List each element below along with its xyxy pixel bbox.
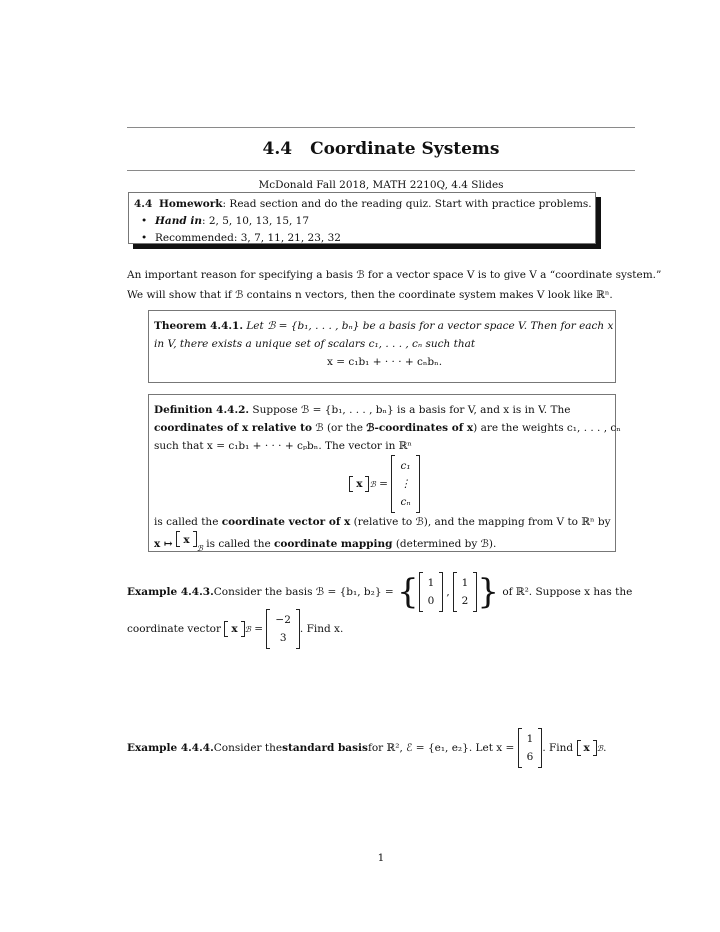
example-4-4-3-line-2 xyxy=(127,609,343,649)
intro-line-1: An important reason for specifying a basis ℬ for a vector space V is to give V a “coordinate system.” xyxy=(127,269,662,281)
bullet-icon: • xyxy=(141,232,148,244)
example3-text-a: Consider the basis ℬ = {b₁, b₂} = xyxy=(213,586,394,598)
homework-line xyxy=(134,196,595,213)
def-line5-end: (determined by ℬ). xyxy=(392,538,497,550)
example3-label: Example 4.4.3. xyxy=(127,586,214,598)
coord-vector-symbol xyxy=(349,476,369,492)
c-vector-matrix xyxy=(391,455,420,513)
intro-line-2: We will show that if ℬ contains n vectors, then the coordinate system makes V look like ℝⁿ. xyxy=(127,289,613,301)
homework-text: : Read section and do the reading quiz. Start with practice problems. xyxy=(222,198,592,210)
coord-entry-1: −2 xyxy=(275,614,291,626)
definition-line-5 xyxy=(154,531,615,553)
bullet-icon: • xyxy=(141,215,148,227)
coord-sub-ex4: ℬ xyxy=(596,743,604,753)
b1-entry-2: 0 xyxy=(427,595,435,607)
coord-sub-ex3: ℬ xyxy=(244,624,251,634)
x-matrix-ex4 xyxy=(518,728,543,768)
example3-text-d: . Find x. xyxy=(299,623,344,635)
def-bold-coordinate-vector: coordinate vector of x xyxy=(221,516,351,528)
definition-line-3: such that x = c₁b₁ + · · · + cₚbₙ. The vector in ℝⁿ xyxy=(154,440,412,452)
example3-text-c: coordinate vector xyxy=(127,623,222,635)
section-number: 4.4 xyxy=(262,139,293,159)
def-line4-a: is called the xyxy=(154,516,222,528)
hand-in-item xyxy=(134,213,595,230)
def-bold-b-coordinates: ℬ-coordinates of x xyxy=(366,422,474,434)
comma: , xyxy=(446,586,450,598)
example4-label: Example 4.4.4. xyxy=(127,742,214,754)
homework-label: Homework xyxy=(158,198,223,210)
theorem-text-1: Let ℬ = {b₁, . . . , bₙ} be a basis for a vector space V. Then for each x xyxy=(243,320,614,332)
c-entry-n: cₙ xyxy=(400,496,411,508)
example-4-4-3-line-1 xyxy=(127,570,632,614)
theorem-text-2: in V, there exists a unique set of scalars c₁, . . . , cₙ such that xyxy=(154,338,476,350)
right-brace: } xyxy=(477,572,499,612)
definition-box xyxy=(148,394,621,553)
coord-entry-2: 3 xyxy=(279,632,287,644)
coord-vector-symbol-ex3 xyxy=(224,621,244,637)
coord-vector-symbol-ex4 xyxy=(577,740,597,756)
x-entry-1: 1 xyxy=(526,733,534,745)
b1-entry-1: 1 xyxy=(427,577,435,589)
example4-text-a: Consider the xyxy=(213,742,283,754)
b2-entry-1: 1 xyxy=(461,577,469,589)
page-number: 1 xyxy=(377,852,385,864)
homework-number: 4.4 xyxy=(134,198,153,210)
b2-entry-2: 2 xyxy=(461,595,469,607)
def-line4-end: (relative to ℬ), and the mapping from V to ℝⁿ by xyxy=(350,516,611,528)
example4-text-d: . xyxy=(603,742,607,754)
coord-var-inline: x xyxy=(183,534,190,546)
course-subtitle: McDonald Fall 2018, MATH 2210Q, 4.4 Slides xyxy=(258,179,504,191)
def-text-mid: ℬ (or the xyxy=(312,422,367,434)
example-4-4-4 xyxy=(127,726,606,770)
intro-paragraph xyxy=(127,265,662,305)
left-brace: { xyxy=(396,572,419,612)
coordinate-vector-display xyxy=(154,455,615,513)
definition-line-4 xyxy=(154,513,615,531)
example4-text-b: for ℝ², ℰ = {e₁, e₂}. Let x = xyxy=(367,742,515,754)
title-rule xyxy=(127,170,635,171)
definition-label: Definition 4.4.2. xyxy=(154,404,250,416)
def-mapping-x: x ↦ xyxy=(154,538,177,550)
coord-var: x xyxy=(356,478,363,490)
top-rule xyxy=(127,127,635,128)
theorem-box xyxy=(148,310,616,383)
recommended-item xyxy=(134,230,595,247)
homework-box xyxy=(128,192,596,244)
equals-sign: = xyxy=(379,478,388,490)
coord-vector-symbol-inline xyxy=(176,531,196,549)
section-title xyxy=(127,139,635,159)
section-title-text: Coordinate Systems xyxy=(310,139,500,159)
recommended-problems: Recommended: 3, 7, 11, 21, 23, 32 xyxy=(155,232,341,244)
hand-in-problems: : 2, 5, 10, 13, 15, 17 xyxy=(201,215,310,227)
def-line5-b: is called the xyxy=(202,538,275,550)
coord-matrix-ex3 xyxy=(266,609,299,649)
def-bold-coordinate-mapping: coordinate mapping xyxy=(274,538,393,550)
example3-text-b: of ℝ². Suppose x has the xyxy=(502,586,633,598)
c-entry-1: c₁ xyxy=(400,460,411,472)
def-bold-coordinates: coordinates of x relative to xyxy=(154,422,313,434)
definition-line-1 xyxy=(154,401,615,419)
theorem-label: Theorem 4.4.1. xyxy=(154,320,243,332)
equals-sign-ex3: = xyxy=(254,623,264,635)
theorem-equation: x = c₁b₁ + · · · + cₙbₙ. xyxy=(326,356,443,368)
coord-var-ex3: x xyxy=(231,623,238,635)
definition-line-2 xyxy=(154,419,621,437)
example4-standard-basis: standard basis xyxy=(282,742,368,754)
coord-sub-inline: ℬ xyxy=(196,544,203,553)
c-entry-dots: ⋮ xyxy=(400,478,411,490)
hand-in-label: Hand in xyxy=(155,215,202,227)
def-text-end: ) are the weights c₁, . . . , cₙ xyxy=(473,422,621,434)
coord-var-ex4: x xyxy=(583,742,590,754)
example4-text-c: . Find xyxy=(542,742,574,754)
b1-matrix xyxy=(419,572,444,612)
theorem-line-1 xyxy=(154,317,615,335)
x-entry-2: 6 xyxy=(526,751,534,763)
coord-sub: ℬ xyxy=(369,479,376,489)
definition-text-1: Suppose ℬ = {b₁, . . . , bₙ} is a basis for V, and x is in V. The xyxy=(249,404,571,416)
b2-matrix xyxy=(453,572,478,612)
